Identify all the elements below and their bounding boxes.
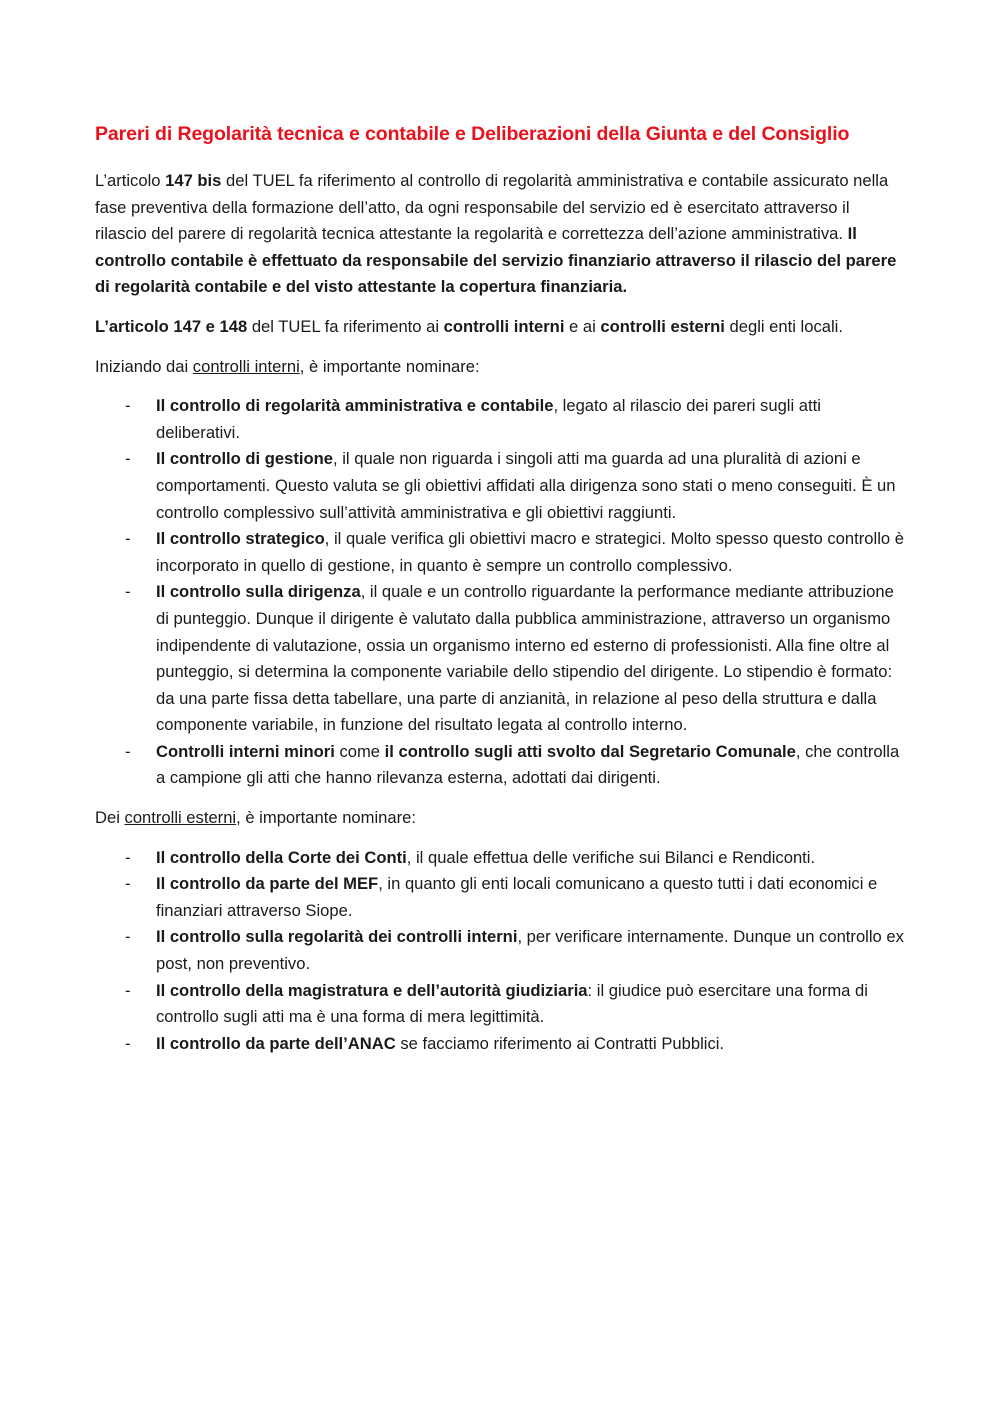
text-run: , in quanto gli enti locali comunicano a questo tutti i dati economici e finanziari attraverso Siope. <box>156 874 878 920</box>
bold-text: Il controllo strategico <box>156 529 325 549</box>
paragraph-external-intro <box>95 805 905 832</box>
text-run: , il quale verifica gli obiettivi macro e strategici. Molto spesso questo controllo è incorporato in quello di gestione, in quanto è sempre un controllo complessivo. <box>156 529 904 575</box>
bold-text: Il controllo di gestione <box>156 449 334 469</box>
list-item <box>95 446 905 526</box>
text-run: L’articolo <box>95 171 166 190</box>
underlined-text: controlli esterni <box>124 808 237 828</box>
paragraph-art-147-bis <box>95 168 905 301</box>
bold-text: Il controllo della magistratura e dell’autorità giudiziaria <box>156 980 588 1000</box>
bold-text: 147 bis <box>165 171 222 190</box>
text-run: , legato al rilascio dei pareri sugli atti deliberativi. <box>156 396 821 442</box>
bold-text: Controlli interni minori <box>156 741 335 761</box>
list-item <box>95 739 905 792</box>
text-run: come <box>334 741 385 761</box>
text-run: , è importante nominare: <box>236 808 416 828</box>
list-item <box>95 526 905 579</box>
bold-text: Il controllo da parte del MEF <box>156 874 379 894</box>
list-item <box>95 579 905 739</box>
text-run: , è importante nominare: <box>299 356 480 376</box>
internal-controls-list <box>95 393 905 792</box>
text-run: del TUEL fa riferimento ai <box>247 316 444 336</box>
external-controls-list <box>95 845 905 1058</box>
text-run: , che controlla a campione gli atti che hanno rilevanza esterna, adottati dai dirigenti. <box>156 741 900 788</box>
list-item <box>95 393 905 446</box>
text-run: , il quale effettua delle verifiche sui Bilanci e Rendiconti. <box>406 847 816 867</box>
text-run: e ai <box>564 316 601 336</box>
paragraph-art-147-148 <box>95 314 905 341</box>
bold-text: il controllo sugli atti svolto dal Segretario Comunale <box>384 741 796 761</box>
list-item <box>95 978 905 1031</box>
list-item <box>95 871 905 924</box>
list-item <box>95 845 905 872</box>
text-run: , il quale non riguarda i singoli atti ma guarda ad una pluralità di azioni e comportamenti. Questo valuta se gli obiettivi affidati alla dirigenza sono stati o meno conseguiti. È un controllo complessivo sull’attività amministrativa e gli obiettivi raggiunti. <box>156 449 896 522</box>
paragraph-internal-intro <box>95 354 905 381</box>
document-title: Pareri di Regolarità tecnica e contabile e Deliberazioni della Giunta e del Consiglio <box>95 123 850 145</box>
bold-text: controlli interni <box>443 316 565 336</box>
bold-text: controlli esterni <box>600 316 725 336</box>
text-run: del TUEL fa riferimento al controllo di regolarità amministrativa e contabile assicurato nella fase preventiva della formazione dell’atto, da ogni responsabile del servizio ed è esercitato attraverso il rilascio del parere di regolarità tecnica attestante la regolarità e correttezza dell’azione amministrativa. <box>95 171 889 244</box>
bold-text: Il controllo da parte dell’ANAC <box>156 1033 396 1053</box>
text-run: , il quale e un controllo riguardante la performance mediante attribuzione di punteggio. Dunque il dirigente è valutato dalla pubblica amministrazione, attraverso un organismo indipendente di valutazione, ossia un organismo interno ed esterno di professionisti. Alla fine oltre al punteggio, si determina la componente variabile dello stipendio del dirigente. Lo stipendio è formato: da una parte fissa detta tabellare, una parte di anzianità, in relazione al peso della struttura e dalla componente variabile, in funzione del risultato legata al controllo interno. <box>156 582 894 735</box>
bold-text: Il controllo della Corte dei Conti <box>156 847 407 867</box>
text-run: : il giudice può esercitare una forma di controllo sugli atti ma è una forma di mera legittimità. <box>156 980 868 1027</box>
underlined-text: controlli interni <box>192 356 300 376</box>
bold-text: L’articolo 147 e 148 <box>95 316 248 336</box>
text-run: , per verificare internamente. Dunque un controllo ex post, non preventivo. <box>156 927 904 974</box>
bold-text: Il controllo sulla dirigenza <box>156 582 361 602</box>
bold-text: Il controllo sulla regolarità dei controlli interni <box>156 927 518 947</box>
list-item <box>95 1031 905 1058</box>
text-run: Dei <box>95 808 125 828</box>
text-run: degli enti locali. <box>724 316 843 336</box>
list-item <box>95 924 905 977</box>
bold-text: Il controllo di regolarità amministrativa e contabile <box>156 396 554 416</box>
text-run: Iniziando dai <box>95 356 193 376</box>
text-run: se facciamo riferimento ai Contratti Pubblici. <box>395 1033 725 1053</box>
document-page <box>95 120 905 1070</box>
bold-text: Il controllo contabile è effettuato da responsabile del servizio finanziario attraverso il rilascio del parere di regolarità contabile e del visto attestante la copertura finanziaria. <box>95 224 897 297</box>
